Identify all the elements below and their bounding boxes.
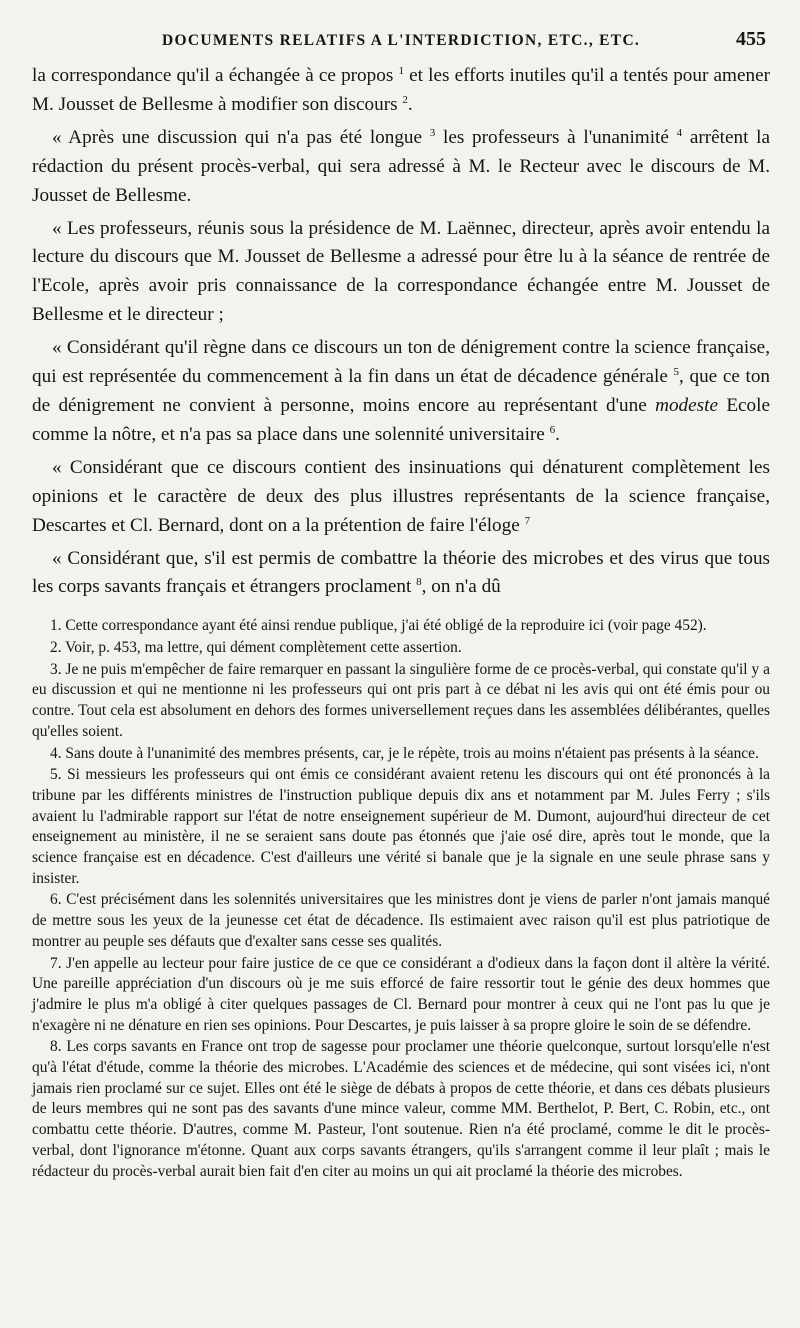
footnote: 8. Les corps savants en France ont trop de sagesse pour proclamer une théorie quelconque, surtout lorsqu'elle n'est qu'à l'état d'étude, comme la théorie des microbes. L'Académie des sciences et de médecine, qui sont visées ici, n'ont jamais rien proclamé sur ce sujet. Elles ont été le siège de débats à propos de cette théorie, et dans ces débats plusieurs de leurs membres qui ne sont pas des savants d'une mince valeur, comme MM. Berthelot, P. Bert, C. Robin, etc., ont combattu cette théorie. D'autres, comme M. Pasteur, l'ont soutenue. Rien n'a été proclamé, comme le dit le procès-verbal, dont l'ignorance m'étonne. Quant aux corps savants étrangers, qu'ils s'arrangent comme il leur plaît ; mais le rédacteur du procès-verbal aurait bien fait d'en citer au moins un qui ait proclamé la théorie des microbes. bbox=[32, 1038, 770, 1180]
emphasis: modeste bbox=[655, 394, 718, 416]
footnote-ref[interactable]: 3 bbox=[429, 126, 436, 139]
paragraph: « Après une discussion qui n'a pas été longue $^3$ les professeurs à l'unanimité $^4$ arrêtent la rédaction du présent procès-verbal, qui sera adressé à M. le Recteur avec le discours de M. Jousset de Bellesme. bbox=[32, 126, 771, 206]
footnote-ref[interactable]: 2 bbox=[402, 93, 408, 106]
page-header bbox=[32, 28, 770, 62]
footnote-ref[interactable]: 8 bbox=[416, 576, 422, 589]
page-number: 455 bbox=[736, 28, 766, 50]
running-title: DOCUMENTS RELATIFS A L'INTERDICTION, ETC., ETC. bbox=[162, 32, 641, 49]
main-text bbox=[32, 62, 770, 602]
footnote: 3. Je ne puis m'empêcher de faire remarquer en passant la singulière forme de ce procès-verbal, qui constate qu'il y a eu discussion et qui ne mentionne ni les professeurs qui ont pris part à ce débat ni les avis qui ont été émis pour ou contre. Tout cela est absolument en dehors des formes universellement reçues dans les assemblées délibérantes, quelles qu'elles soient. bbox=[32, 660, 770, 740]
paragraph: « Les professeurs, réunis sous la présidence de M. Laënnec, directeur, après avoir entendu la lecture du discours que M. Jousset de Bellesme a adressé pour être lu à la séance de rentrée de l'Ecole, après avoir pris connaissance de la correspondance échangée entre M. Jousset de Bellesme et le directeur ; bbox=[32, 217, 770, 326]
footnote-ref[interactable]: 4 bbox=[676, 126, 683, 139]
paragraph: « Considérant que ce discours contient des insinuations qui dénaturent complètement les opinions et le caractère de deux des plus illustres représentants de la science française, Descartes et Cl. Bernard, dont on a la prétention de faire l'éloge $^7$ bbox=[32, 456, 770, 536]
footnote: 2. Voir, p. 453, ma lettre, qui dément complètement cette assertion. bbox=[50, 639, 462, 657]
footnote: 5. Si messieurs les professeurs qui ont émis ce considérant avaient retenu les discours qui ont été prononcés à la tribune par les différents ministres de l'instruction publique depuis dix ans et notamment par M. Jules Ferry ; s'ils avaient lu l'admirable rapport sur l'état de notre enseignement supérieur de M. Dumont, aujourd'hui directeur de cet enseignement au ministère, il ne se seraient sans doute pas étonnés que j'aie osé dire, après tout le monde, que la science française est en décadence. C'est d'ailleurs une vérité si banale que je la signale en une seule phrase sans y insister. bbox=[32, 766, 770, 887]
footnote-ref[interactable]: 1 bbox=[398, 65, 404, 77]
paragraph: « Considérant que, s'il est permis de combattre la théorie des microbes et des virus que tous les corps savants français et étrangers proclament $^8$, on n'a dû bbox=[32, 547, 770, 598]
footnote: 7. J'en appelle au lecteur pour faire justice de ce que ce considérant a d'odieux dans la façon dont il altère la vérité. Une pareille appréciation d'un discours où je me suis efforcé de faire ressortir tout le génie des deux hommes que j'admire le plus m'a obligé à citer quelques passages de Cl. Bernard pour montrer à ceux qui ne l'ont pas lu que je n'exagère ni ne dénature en rien ses opinions. Pour Descartes, je puis laisser à sa propre gloire le soin de se défendre. bbox=[32, 954, 770, 1034]
footnote-ref[interactable]: 7 bbox=[524, 514, 531, 527]
paragraph: « Considérant qu'il règne dans ce discours un ton de dénigrement contre la science française, qui est représentée du commencement à la fin dans un état de décadence générale $^5$, que ce ton de dénigrement ne convient à personne, moins encore au représentant d'une modeste Ecole comme la nôtre, et n'a pas sa place dans une solennité universitaire $^6$. bbox=[32, 337, 771, 445]
footnote: 4. Sans doute à l'unanimité des membres présents, car, je le répète, trois au moins n'étaient pas présents à la séance. bbox=[50, 744, 759, 762]
footnote: 1. Cette correspondance ayant été ainsi rendue publique, j'ai été obligé de la reproduire ici (voir page 452). bbox=[50, 617, 707, 635]
footnote-ref[interactable]: 6 bbox=[549, 423, 556, 436]
paragraph: la correspondance qu'il a échangée à ce propos $^1$ et les efforts inutiles qu'il a tentés pour amener M. Jousset de Bellesme à modifier son discours $^2$. bbox=[32, 65, 770, 115]
footnotes bbox=[32, 616, 770, 1182]
footnote-ref[interactable]: 5 bbox=[673, 366, 680, 379]
footnote: 6. C'est précisément dans les solennités universitaires que les ministres dont je viens de parler n'ont jamais manqué de mettre sous les yeux de la jeunesse cet état de décadence. Ils estimaient avec raison qu'il est plus patriotique de montrer au peuple ses défauts que d'exalter sans cesse ses qualités. bbox=[32, 891, 770, 950]
